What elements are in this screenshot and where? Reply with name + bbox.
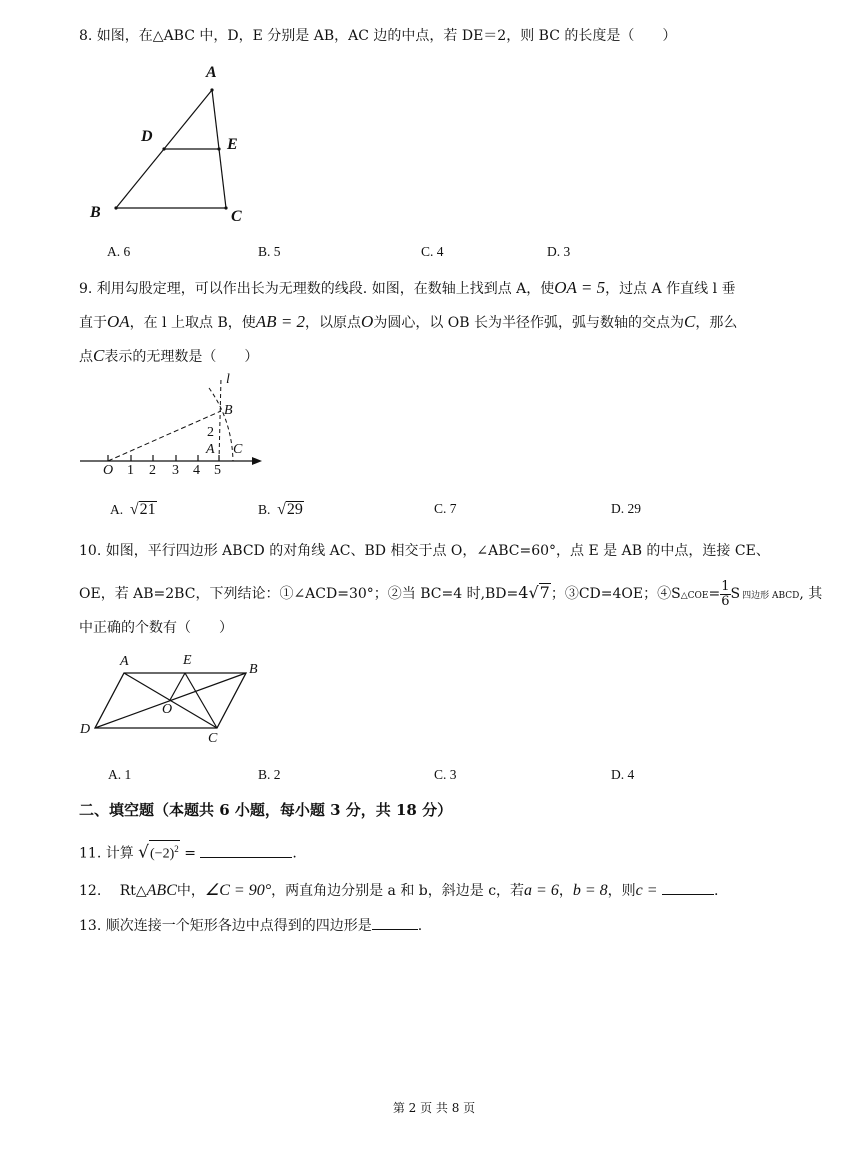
page-footer: 第 2 页 共 8 页	[392, 1101, 476, 1115]
q8-option-a: A. 6	[107, 244, 131, 259]
q10-line-3: 中正确的个数有（ ）	[79, 620, 233, 636]
q9-option-d: D. 29	[611, 501, 641, 516]
q12-answer-blank[interactable]	[662, 880, 714, 895]
q8-label-e: E	[227, 136, 238, 153]
q9-math-oa: OA	[107, 312, 130, 331]
q12-text-b: 中，	[176, 883, 205, 899]
q10-frac-numerator: 1	[721, 578, 730, 594]
q9-tick-2: 2	[149, 463, 156, 478]
q9-option-c: C. 7	[434, 501, 457, 516]
q10-label-d: D	[80, 722, 91, 737]
q9-line2-text-c: ，以原点	[305, 315, 362, 331]
q12-comma: ，	[558, 883, 573, 899]
q10-sub-coe: △COE	[680, 591, 709, 601]
q9-option-a-radicand: 21	[139, 501, 156, 518]
q10-option-a: A. 1	[108, 767, 132, 782]
q9-line2-text-d: 为圆心，以 OB 长为半径作弧，弧与数轴的交点为	[373, 315, 684, 331]
q10-line2-text-a: OE，若 AB=2BC，下列结论：①∠ACD=30°；②当 BC=4 时,BD=	[79, 586, 519, 602]
q10-line-2: OE，若 AB=2BC，下列结论：①∠ACD=30°；②当 BC=4 时,BD=4√7；③CD=4OE；④S△COE= $\frac{1}{6}$ S 四边形 ABCD, 其	[79, 578, 823, 609]
q10-label-c: C	[208, 731, 218, 746]
q9-math-oa5: OA = 5	[554, 278, 606, 297]
q10-label-a: A	[120, 654, 129, 669]
q13-end: .	[417, 918, 423, 934]
q11-answer-blank[interactable]	[200, 843, 292, 858]
q9-label-b: B	[224, 403, 233, 418]
q12-abc: ABC	[146, 882, 177, 899]
q10-option-d: D. 4	[611, 767, 635, 782]
q12-text-c: ，两直角边分别是 a 和 b，斜边是 c，若	[271, 883, 525, 899]
q9-option-b: B. √29	[258, 501, 303, 518]
q9-label-a: A	[206, 442, 215, 457]
q12-text-e: ，则	[607, 883, 636, 899]
q9-option-a: A. √21	[110, 501, 156, 518]
q12-a6: a = 6	[524, 882, 559, 899]
q12-end: .	[714, 883, 719, 899]
q10-label-e: E	[183, 653, 192, 668]
q8-stem: 8. 如图，在△ABC 中，D，E 分别是 AB，AC 边的中点，若 DE＝2，则 BC 的长度是（ ）	[79, 28, 677, 44]
q9-math-c2: C	[93, 346, 105, 365]
q11-exponent: 2	[174, 844, 179, 854]
q12-b8: b = 8	[572, 882, 608, 899]
q9-tick-5: 5	[214, 463, 221, 478]
q9-tick-4: 4	[193, 463, 200, 478]
q10-sub-abcd: 四边形 ABCD	[742, 591, 800, 601]
q9-math-ab2: AB = 2	[255, 312, 306, 331]
q9-line1-text-a: 9. 利用勾股定理，可以作出长为无理数的线段. 如图，在数轴上找到点 A，使	[79, 281, 555, 297]
q9-line2-text-b: ，在 l 上取点 B，使	[129, 315, 256, 331]
q9-line3-text-a: 点	[79, 349, 93, 365]
q13-answer-blank[interactable]	[372, 915, 418, 930]
q8-option-d: D. 3	[547, 244, 571, 259]
q8-label-d: D	[141, 128, 153, 145]
q10-label-o: O	[162, 702, 173, 717]
q9-label-l: l	[226, 372, 230, 387]
q9-math-c: C	[684, 312, 696, 331]
q11-radical	[149, 840, 180, 863]
q10-s: S	[730, 586, 741, 602]
q11-prefix: 11. 计算	[79, 845, 134, 862]
q9-tick-3: 3	[172, 463, 179, 478]
q9-line2-text-a: 直于	[79, 315, 107, 331]
q10-option-c: C. 3	[434, 767, 457, 782]
q10-option-b: B. 2	[258, 767, 281, 782]
q13-text: 13. 顺次连接一个矩形各边中点得到的四边形是	[79, 918, 372, 934]
q8-label-c: C	[231, 208, 242, 225]
section-2-heading: 二、填空题（本题共 6 小题，每小题 3 分，共 18 分）	[79, 801, 453, 819]
q9-option-b-radicand: 29	[286, 501, 303, 518]
q8-label-b: B	[90, 204, 101, 221]
q9-line1-text-b: ，过点 A 作直线 l 垂	[605, 281, 736, 297]
q11-end: .	[292, 845, 297, 862]
q12-c-eq: c =	[635, 882, 658, 899]
q10-line-1: 10. 如图，平行四边形 ABCD 的对角线 AC、BD 相交于点 O，∠ABC=60°，点 E 是 AB 的中点，连接 CE、	[79, 543, 770, 559]
q9-line2-text-e: ，那么	[695, 315, 738, 331]
q9-tick-o: O	[103, 463, 114, 478]
q9-math-o: O	[361, 312, 374, 331]
q10-root-7: 7	[539, 583, 550, 602]
q10-frac-denominator: 6	[721, 593, 730, 609]
q12-line	[79, 880, 718, 902]
q10-eq: =	[708, 586, 721, 602]
q9-label-c: C	[233, 442, 243, 457]
q9-tick-1: 1	[127, 463, 134, 478]
q10-coef: 4	[518, 583, 529, 602]
q10-label-b: B	[249, 662, 258, 677]
q8-label-a: A	[206, 64, 217, 81]
q9-line3-text-b: 表示的无理数是（ ）	[104, 349, 259, 365]
q9-option-b-prefix: B.	[258, 502, 271, 517]
q8-option-c: C. 4	[421, 244, 444, 259]
q11-line: 11. 计算 $√(-2)^2$ = .	[79, 840, 297, 864]
q10-line2-text-b: ；③CD=4OE；④S	[550, 586, 681, 602]
q12-prefix: 12. Rt△	[79, 883, 147, 899]
q9-option-a-prefix: A.	[110, 502, 124, 517]
q12-angle: ∠C = 90°	[204, 882, 272, 899]
q11-radicand: (−2)	[150, 846, 175, 862]
q8-option-b: B. 5	[258, 244, 281, 259]
q11-equals: =	[184, 845, 196, 862]
q13-line	[79, 915, 422, 936]
q10-line2-text-c: , 其	[799, 586, 823, 602]
q9-label-2: 2	[207, 425, 214, 440]
